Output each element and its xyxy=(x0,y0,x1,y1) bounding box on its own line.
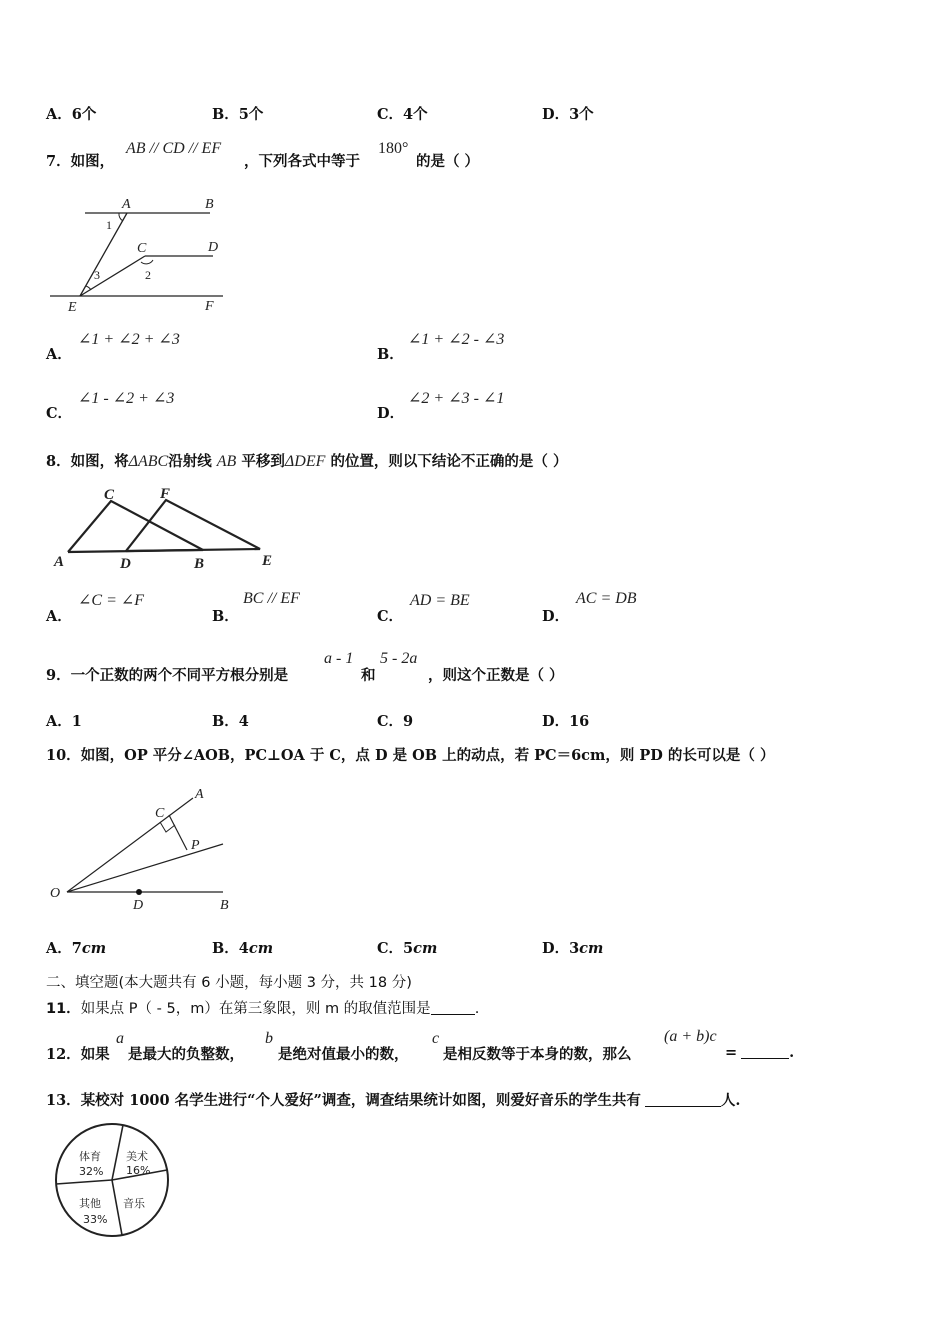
option-text: 6个 xyxy=(71,106,97,123)
section-heading: 二、填空题(本大题共有 6 小题，每小题 3 分，共 18 分) xyxy=(46,975,412,991)
q13-stem xyxy=(46,1089,740,1110)
option-unit: cm xyxy=(413,940,438,957)
label-2: 2 xyxy=(145,268,151,282)
slice-label-tiyu: 体育 xyxy=(79,1150,101,1163)
q10-option-b xyxy=(212,937,273,958)
option-letter: A． xyxy=(46,106,72,123)
q6-option-b xyxy=(212,103,263,124)
option-letter: B． xyxy=(212,106,239,123)
q8-stem xyxy=(46,450,567,471)
q7-option-b-letter: B． xyxy=(377,346,404,363)
label-b: B xyxy=(194,556,205,572)
option-text: 4 xyxy=(238,713,249,730)
q9-option-c xyxy=(377,710,413,731)
stem-text: 人. xyxy=(720,1092,741,1109)
ray-oa xyxy=(67,798,193,892)
question-number: 12． xyxy=(46,1046,81,1063)
option-unit: cm xyxy=(81,940,107,957)
label-e: E xyxy=(262,553,273,569)
label-c: C xyxy=(155,806,165,821)
label-a: A xyxy=(195,787,204,802)
stem-text: 某校对 1000 名学生进行“个人爱好”调查，调查结果统计如图，则爱好音乐的学生共有 xyxy=(80,1092,641,1109)
q7-stem-mid: ，下列各式中等于 xyxy=(244,153,360,170)
q8-option-a-letter: A． xyxy=(46,608,72,625)
q12-expression: (a + b)c xyxy=(664,1028,717,1045)
label-e: E xyxy=(68,300,77,315)
label-a: A xyxy=(122,197,131,212)
question-number: 9． xyxy=(46,667,71,684)
q11-stem xyxy=(46,997,479,1018)
option-number: 3 xyxy=(569,940,580,957)
option-letter: D． xyxy=(542,106,570,123)
q12-var-b: b xyxy=(265,1030,273,1047)
stem-text: . xyxy=(789,1044,795,1061)
slice-divider-3 xyxy=(112,1180,122,1235)
q10-option-d xyxy=(542,937,603,958)
option-text: 9 xyxy=(403,713,414,730)
answer-blank[interactable] xyxy=(741,1044,789,1059)
label-d: D xyxy=(133,898,144,913)
stem-text: 如果点 P（ - 5，m）在第三象限，则 m 的取值范围是 xyxy=(80,1001,431,1017)
q8-option-b-text: BC // EF xyxy=(243,590,300,607)
question-number: 8． xyxy=(46,453,71,470)
label-p: P xyxy=(191,838,200,853)
angle2-arc xyxy=(141,260,153,264)
label-d: D xyxy=(120,556,131,572)
slice-divider-4 xyxy=(56,1180,112,1184)
q8-option-c-letter: C． xyxy=(377,608,404,625)
math-def: ΔDEF xyxy=(284,453,326,470)
slice-percent-meishu: 16% xyxy=(126,1164,151,1177)
stem-text: 如图，OP 平分∠AOB，PC⊥OA 于 C，点 D 是 OB 上的动点，若 PC＝6cm，则 PD 的长可以是（ ） xyxy=(80,747,775,764)
option-letter: B． xyxy=(212,940,239,957)
option-letter: C． xyxy=(377,106,404,123)
q9-math-1: a - 1 xyxy=(324,650,354,667)
option-letter: D． xyxy=(542,713,570,730)
q9-option-a xyxy=(46,710,82,731)
label-f: F xyxy=(160,486,171,502)
label-a: A xyxy=(54,554,65,570)
label-c: C xyxy=(137,241,147,256)
question-number: 13． xyxy=(46,1092,81,1109)
option-unit: cm xyxy=(248,940,274,957)
q12-stem-3: 是相反数等于本身的数，那么 xyxy=(443,1046,632,1063)
q6-option-a xyxy=(46,103,96,124)
stem-text: 如果 xyxy=(80,1046,110,1063)
q10-figure xyxy=(45,784,245,914)
option-text: 3个 xyxy=(569,106,594,123)
option-letter: C． xyxy=(377,940,404,957)
q7-option-c-letter: C． xyxy=(46,405,73,422)
slice-percent-tiyu: 32% xyxy=(79,1165,104,1178)
q8-option-d-letter: D． xyxy=(542,608,570,625)
option-letter: B． xyxy=(212,713,239,730)
option-letter: C． xyxy=(377,713,404,730)
stem-text: 平移到 xyxy=(241,453,285,470)
q7-math-parallel: AB // CD // EF xyxy=(126,140,222,157)
stem-text: 如图，将 xyxy=(70,453,129,470)
line-ce xyxy=(80,256,145,296)
angle3-arc xyxy=(86,286,91,290)
slice-label-meishu: 美术 xyxy=(126,1150,148,1163)
q9-stem-mid: 和 xyxy=(361,667,376,684)
q9-option-b xyxy=(212,710,249,731)
q7-stem-post: 的是（ ） xyxy=(416,153,480,170)
stem-text: 的位置，则以下结论不正确的是（ ） xyxy=(330,453,568,470)
slice-divider-1 xyxy=(112,1125,123,1180)
slice-label-qita: 其他 xyxy=(79,1197,101,1210)
option-text: 4个 xyxy=(403,106,428,123)
q10-stem xyxy=(46,744,774,765)
question-number: 7． xyxy=(46,153,71,170)
option-letter: D． xyxy=(542,940,570,957)
option-unit: cm xyxy=(579,940,604,957)
q10-option-c xyxy=(377,937,437,958)
option-letter: A． xyxy=(46,713,72,730)
q7-stem xyxy=(46,150,114,171)
q9-option-d xyxy=(542,710,589,731)
q7-option-a-letter: A． xyxy=(46,346,72,363)
q7-option-d-letter: D． xyxy=(377,405,405,422)
label-b: B xyxy=(220,898,229,913)
label-d: D xyxy=(208,240,219,255)
q8-option-d-text: AC = DB xyxy=(576,590,637,607)
stem-text: 如图， xyxy=(70,153,115,170)
q8-option-c-text: AD = BE xyxy=(410,592,470,609)
q12-stem-1: 是最大的负整数， xyxy=(128,1046,244,1063)
q6-option-d xyxy=(542,103,594,124)
stem-text: 一个正数的两个不同平方根分别是 xyxy=(70,667,289,684)
label-o: O xyxy=(50,886,61,901)
q8-option-a-text: ∠C = ∠F xyxy=(78,592,145,609)
q7-option-c-text: ∠1 - ∠2 + ∠3 xyxy=(78,390,175,407)
stem-text: . xyxy=(474,1001,480,1017)
q12-stem-start xyxy=(46,1043,110,1064)
option-number: 4 xyxy=(238,940,249,957)
line-ae xyxy=(80,213,127,296)
q8-option-b-letter: B． xyxy=(212,608,239,625)
answer-blank[interactable] xyxy=(431,1000,475,1015)
segment-pc xyxy=(169,815,187,850)
option-text: 5个 xyxy=(238,106,264,123)
label-3: 3 xyxy=(94,268,100,282)
q7-math-180: 180° xyxy=(378,140,409,157)
slice-label-yinyue: 音乐 xyxy=(123,1197,145,1210)
pie-chart xyxy=(46,1120,181,1240)
question-number: 11． xyxy=(46,1001,81,1017)
label-c: C xyxy=(104,487,115,503)
option-text: 16 xyxy=(569,713,590,730)
option-number: 5 xyxy=(403,940,414,957)
stem-text: 沿射线 xyxy=(168,453,212,470)
label-b: B xyxy=(205,197,214,212)
option-letter: A． xyxy=(46,940,72,957)
label-1: 1 xyxy=(106,218,112,232)
triangle-def xyxy=(126,500,260,551)
q9-stem xyxy=(46,664,288,685)
q12-stem-2: 是绝对值最小的数， xyxy=(278,1046,409,1063)
question-number: 10． xyxy=(46,747,81,764)
point-d xyxy=(136,889,142,895)
angle1-arc xyxy=(119,213,123,221)
q12-var-c: c xyxy=(432,1030,440,1047)
equals-sign: = xyxy=(725,1044,738,1061)
option-number: 7 xyxy=(71,940,82,957)
ray-op xyxy=(67,844,223,892)
q6-option-c xyxy=(377,103,428,124)
q10-option-a xyxy=(46,937,106,958)
q7-figure xyxy=(45,192,230,317)
q12-var-a: a xyxy=(116,1030,124,1047)
answer-blank[interactable] xyxy=(645,1092,721,1107)
q12-equals xyxy=(725,1044,794,1061)
q7-option-a-text: ∠1 + ∠2 + ∠3 xyxy=(78,331,180,348)
q8-figure xyxy=(48,484,288,574)
math-ab: AB xyxy=(216,453,237,470)
q7-option-b-text: ∠1 + ∠2 - ∠3 xyxy=(408,331,505,348)
q9-stem-post: ，则这个正数是（ ） xyxy=(428,667,564,684)
slice-percent-qita: 33% xyxy=(83,1213,108,1226)
option-text: 1 xyxy=(71,713,82,730)
q7-option-d-text: ∠2 + ∠3 - ∠1 xyxy=(408,390,505,407)
label-f: F xyxy=(205,299,214,314)
math-abc: ΔABC xyxy=(128,453,169,470)
q9-math-2: 5 - 2a xyxy=(380,650,418,667)
